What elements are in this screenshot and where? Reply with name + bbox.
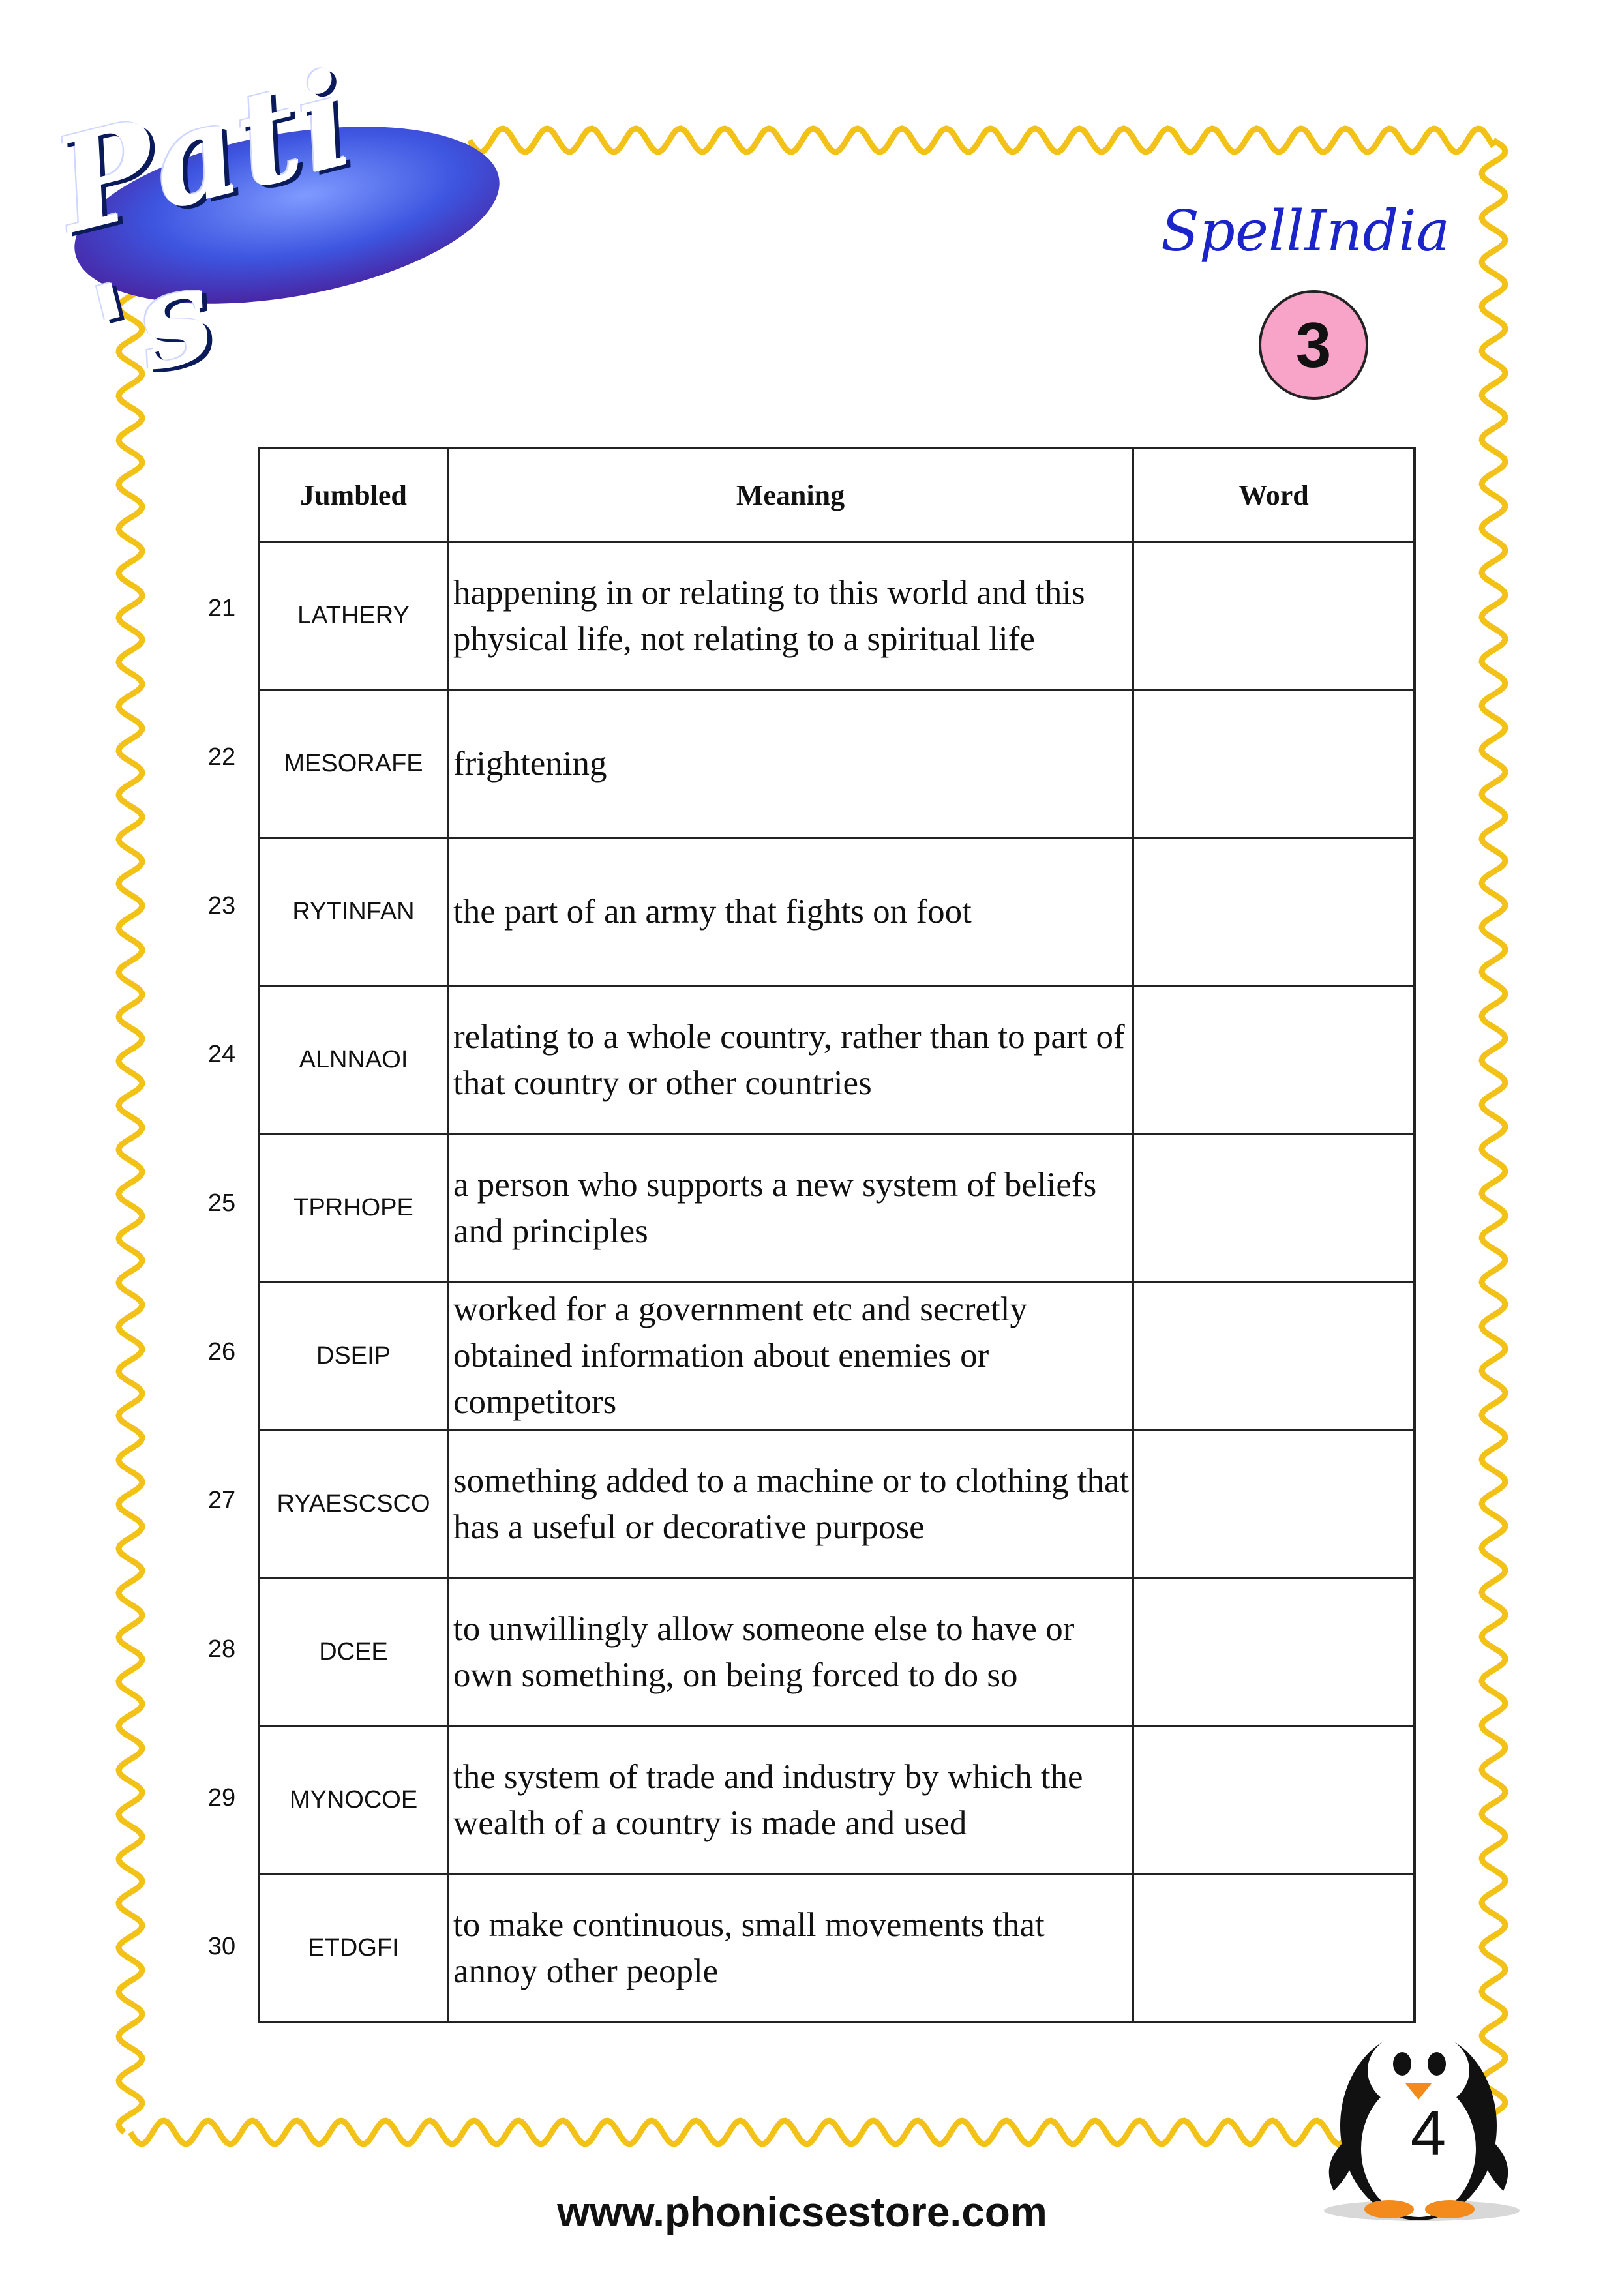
table-row bbox=[259, 1430, 1415, 1578]
meaning-cell: the system of trade and industry by which the wealth of a country is made and used bbox=[448, 1726, 1133, 1874]
jumbled-cell: MYNOCOE bbox=[259, 1726, 448, 1874]
row-number: 30 bbox=[207, 1933, 236, 1960]
border-wave bbox=[130, 2121, 1343, 2144]
table-row bbox=[259, 1134, 1415, 1282]
word-answer-cell[interactable] bbox=[1133, 542, 1415, 690]
jumbled-cell: DCEE bbox=[259, 1578, 448, 1726]
row-number: 22 bbox=[207, 743, 236, 771]
row-number: 27 bbox=[207, 1487, 236, 1514]
jumbled-cell: MESORAFE bbox=[259, 690, 448, 838]
table-row bbox=[259, 838, 1415, 986]
meaning-cell: relating to a whole country, rather than to part of that country or other countries bbox=[448, 986, 1133, 1134]
meaning-cell: to unwillingly allow someone else to have or own something, on being forced to do so bbox=[448, 1578, 1133, 1726]
jumbled-cell: ALNNAOI bbox=[259, 986, 448, 1134]
meaning-cell: to make continuous, small movements that annoy other people bbox=[448, 1874, 1133, 2022]
meaning-cell: worked for a government etc and secretly obtained information about enemies or competitors bbox=[448, 1282, 1133, 1430]
row-number: 28 bbox=[207, 1635, 236, 1663]
word-answer-cell[interactable] bbox=[1133, 1282, 1415, 1430]
meaning-cell: something added to a machine or to clothing that has a useful or decorative purpose bbox=[448, 1430, 1133, 1578]
row-number: 29 bbox=[207, 1784, 236, 1811]
header-row bbox=[259, 448, 1415, 542]
jumbled-cell: RYTINFAN bbox=[259, 838, 448, 986]
worksheet-table bbox=[258, 447, 1416, 2023]
table-row bbox=[259, 986, 1415, 1134]
header-word: Word bbox=[1133, 448, 1415, 542]
word-answer-cell[interactable] bbox=[1133, 838, 1415, 986]
table-row bbox=[259, 1726, 1415, 1874]
meaning-cell: a person who supports a new system of beliefs and principles bbox=[448, 1134, 1133, 1282]
page-number: 4 bbox=[1410, 2097, 1447, 2169]
row-number: 26 bbox=[207, 1338, 236, 1365]
table-row bbox=[259, 542, 1415, 690]
jumbled-cell: TPRHOPE bbox=[259, 1134, 448, 1282]
meaning-cell: happening in or relating to this world and this physical life, not relating to a spiritual life bbox=[448, 542, 1133, 690]
header-meaning: Meaning bbox=[448, 448, 1133, 542]
word-answer-cell[interactable] bbox=[1133, 1874, 1415, 2022]
table-row bbox=[259, 1282, 1415, 1430]
word-answer-cell[interactable] bbox=[1133, 1134, 1415, 1282]
word-answer-cell[interactable] bbox=[1133, 986, 1415, 1134]
brand-title: SpellIndia bbox=[1161, 199, 1450, 264]
row-number: 21 bbox=[207, 595, 236, 622]
meaning-cell: frightening bbox=[448, 690, 1133, 838]
word-answer-cell[interactable] bbox=[1133, 1430, 1415, 1578]
table-row bbox=[259, 1874, 1415, 2022]
header-jumbled: Jumbled bbox=[259, 448, 448, 542]
word-answer-cell[interactable] bbox=[1133, 1578, 1415, 1726]
footer-url: www.phonicsestore.com bbox=[557, 2188, 1047, 2235]
jumbled-cell: ETDGFI bbox=[259, 1874, 448, 2022]
row-number: 23 bbox=[207, 892, 236, 919]
row-number: 25 bbox=[207, 1189, 236, 1217]
border-wave bbox=[470, 128, 1493, 152]
level-badge: 3 bbox=[1259, 290, 1368, 400]
jumbled-cell: DSEIP bbox=[259, 1282, 448, 1430]
meaning-cell: the part of an army that fights on foot bbox=[448, 838, 1133, 986]
word-answer-cell[interactable] bbox=[1133, 690, 1415, 838]
jumbled-cell: LATHERY bbox=[259, 542, 448, 690]
border-wave bbox=[119, 274, 142, 2132]
jumbled-cell: RYAESCSCO bbox=[259, 1430, 448, 1578]
row-number: 24 bbox=[207, 1041, 236, 1068]
table-row bbox=[259, 690, 1415, 838]
table-row bbox=[259, 1578, 1415, 1726]
logo-text: Pati 's bbox=[40, 42, 368, 412]
border-wave bbox=[1482, 140, 1505, 2132]
word-answer-cell[interactable] bbox=[1133, 1726, 1415, 1874]
